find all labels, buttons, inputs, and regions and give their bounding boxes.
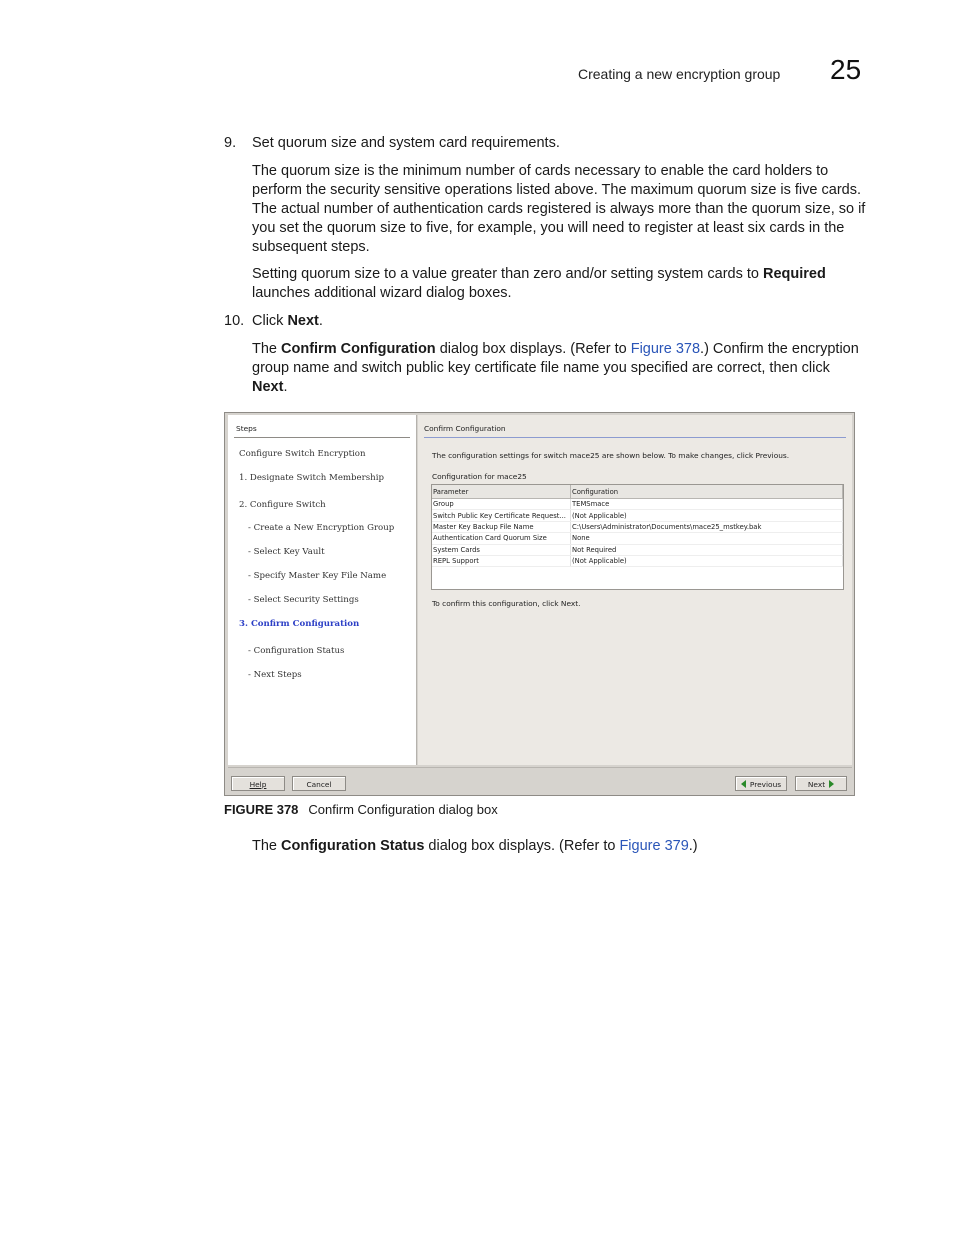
help-button[interactable] [231,776,285,791]
table-row[interactable] [432,521,843,532]
text-run: .) Confirm the encryption group name and switch public key certificate file name you specified are correct, then click [252,341,859,376]
button-label: Cancel [306,780,332,789]
button-label: Previous [749,780,782,789]
caption-text: Confirm Configuration dialog box [308,802,498,817]
table-cell: Switch Public Key Certificate Request... [432,510,571,521]
figure-link[interactable]: Figure 379 [619,838,689,854]
confirm-configuration-dialog [224,412,855,796]
section-title: Creating a new encryption group [578,66,781,82]
figure-caption [224,802,498,817]
step-item: - Specify Master Key File Name [248,571,387,581]
arrow-left-icon [741,780,746,788]
button-label: Next [807,780,826,789]
steps-pane [228,415,417,765]
system-cards-paragraph [252,265,872,303]
table-row[interactable] [432,499,843,510]
table-cell: Group [432,499,571,510]
table-cell: (Not Applicable) [571,555,843,566]
text-run: Setting quorum size to a value greater than zero and/or setting system cards to [252,266,763,282]
table-row[interactable] [432,555,843,566]
step-item: - Configuration Status [248,646,345,656]
status-paragraph [252,837,864,856]
main-pane [418,415,852,765]
step-item: 2. Configure Switch [239,500,326,510]
configuration-table [431,484,844,590]
table-row[interactable] [432,533,843,544]
confirm-note: To confirm this configuration, click Next. [432,599,581,608]
step-item: - Select Key Vault [248,547,325,557]
table-cell: REPL Support [432,555,571,566]
text-run: The [252,341,282,357]
button-label: Help [249,780,267,789]
divider [228,767,852,768]
figure-label: FIGURE 378 [224,802,299,817]
step-item: - Next Steps [248,670,302,680]
divider [424,437,846,438]
divider [234,437,410,438]
steps-heading: Steps [236,424,257,433]
intro-text: The configuration settings for switch mace25 are shown below. To make changes, click Previous. [432,451,790,460]
table-cell: TEMSmace [571,499,843,510]
table-row[interactable] [432,510,843,521]
config-for-label: Configuration for mace25 [432,472,527,481]
text-run: The [252,838,282,854]
cancel-button[interactable] [292,776,346,791]
text-run: dialog box displays. (Refer to [435,341,631,357]
step-text [252,312,323,331]
step-number: 9. [224,135,237,151]
figure-link[interactable]: Figure 378 [630,341,701,357]
column-header[interactable]: Parameter [432,485,571,499]
arrow-right-icon [829,780,834,788]
text-run: Click [252,313,288,329]
table-cell: None [571,533,843,544]
text-run: dialog box displays. (Refer to [424,838,620,854]
panel-title: Confirm Configuration [424,424,506,433]
step-item: Configure Switch Encryption [239,449,366,459]
step-item: - Create a New Encryption Group [248,523,395,533]
bold-term: Configuration Status [281,838,425,854]
table-cell: Master Key Backup File Name [432,521,571,532]
quorum-paragraph: The quorum size is the minimum number of cards necessary to enable the card holders to perform the security sensitive operations listed above. The maximum quorum size is five cards. The actual number of authentication cards registered is always more than the quorum size, so if you set the quorum size to five, for example, you will need to register at least six cards in the subsequent steps. [252,163,866,255]
step-text: Set quorum size and system card requirements. [252,135,560,151]
column-header[interactable]: Configuration [571,485,843,499]
table-cell: Authentication Card Quorum Size [432,533,571,544]
table-cell: (Not Applicable) [571,510,843,521]
bold-term: Next [287,313,319,329]
step-item-active: 3. Confirm Configuration [239,619,360,629]
confirm-paragraph [252,340,864,397]
bold-term: Next [252,379,284,395]
text-run: launches additional wizard dialog boxes. [252,285,512,301]
previous-button[interactable] [735,776,787,791]
bold-term: Confirm Configuration [281,341,436,357]
bold-term: Required [763,266,826,282]
chapter-number: 25 [830,54,862,85]
step-item: - Select Security Settings [248,595,359,605]
text-run: .) [688,838,698,854]
table-cell: C:\Users\Administrator\Documents\mace25_mstkey.bak [571,521,843,532]
text-run: . [283,379,288,395]
table-cell: System Cards [432,544,571,555]
table-cell: Not Required [571,544,843,555]
text-run: . [318,313,323,329]
next-button[interactable] [795,776,847,791]
step-item: 1. Designate Switch Membership [239,473,384,483]
table-row[interactable] [432,544,843,555]
step-number: 10. [224,313,245,329]
